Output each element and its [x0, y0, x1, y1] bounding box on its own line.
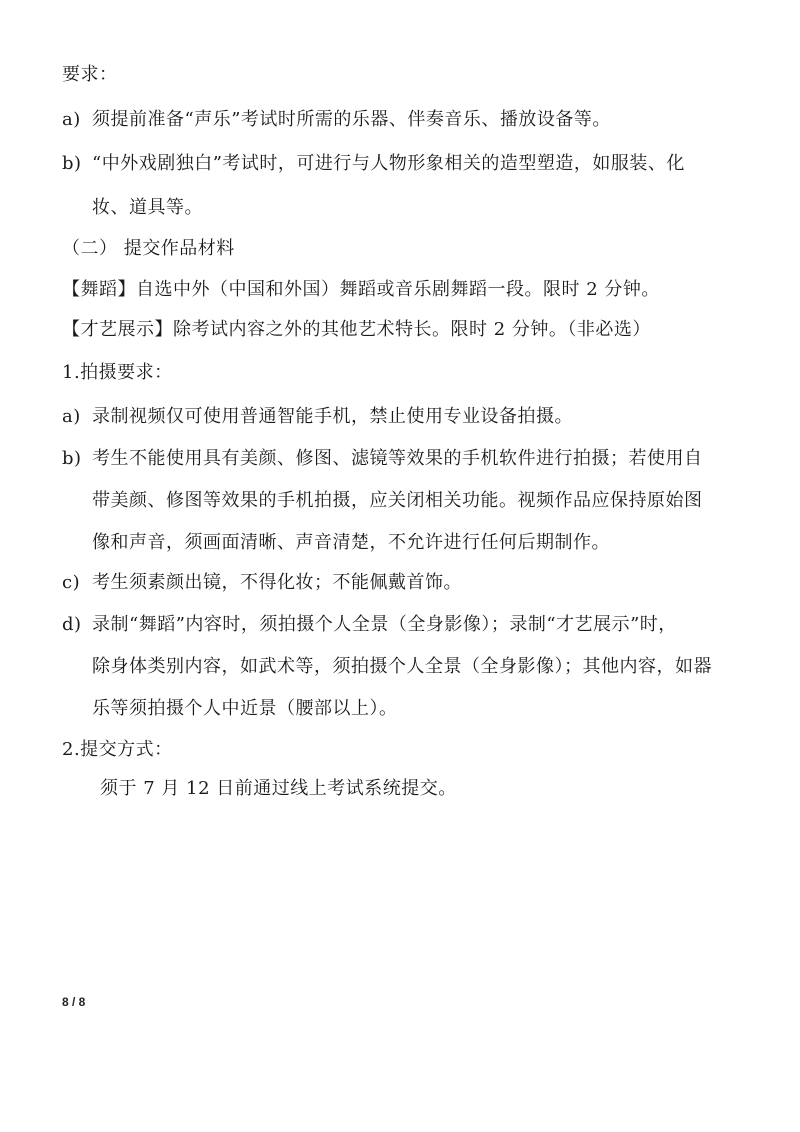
req-item-b-continued: 妆、道具等。 — [92, 197, 203, 218]
list-marker: b) — [62, 448, 82, 469]
talent-requirement: 【才艺展示】除考试内容之外的其他艺术特长。限时 2 分钟。（非必选） — [62, 319, 651, 340]
filming-item-d — [62, 613, 677, 637]
filming-item-d-line3: 乐等须拍摄个人中近景（腰部以上）。 — [92, 698, 398, 719]
requirements-heading: 要求： — [62, 64, 118, 85]
list-item-text: 录制“舞蹈”内容时，须拍摄个人全景（全身影像）；录制“才艺展示”时， — [92, 614, 677, 635]
list-item-text: 录制视频仅可使用普通智能手机，禁止使用专业设备拍摄。 — [92, 406, 573, 427]
list-item-text: 考生不能使用具有美颜、修图、滤镜等效果的手机软件进行拍摄；若使用自 — [92, 448, 703, 469]
filming-item-b-line2: 带美颜、修图等效果的手机拍摄，应关闭相关功能。视频作品应保持原始图 — [92, 490, 703, 511]
list-marker: c) — [62, 572, 81, 593]
req-item-b — [62, 152, 685, 176]
submit-text: 须于 7 月 12 日前通过线上考试系统提交。 — [100, 778, 457, 799]
filming-item-d-line2: 除身体类别内容，如武术等，须拍摄个人全景（全身影像）；其他内容，如器 — [92, 656, 712, 677]
list-item-text: “中外戏剧独白”考试时，可进行与人物形象相关的造型塑造，如服装、化 — [92, 153, 685, 174]
list-marker: b) — [62, 153, 82, 174]
list-item-text: 考生须素颜出镜，不得化妆；不能佩戴首饰。 — [92, 572, 462, 593]
filming-item-a — [62, 405, 573, 429]
filming-item-c — [62, 571, 462, 595]
section-heading: （二） 提交作品材料 — [62, 238, 235, 259]
filming-item-b-line3: 像和声音，须画面清晰、声音清楚，不允许进行任何后期制作。 — [92, 532, 610, 553]
list-marker: a) — [62, 109, 81, 130]
submit-heading: 2.提交方式： — [62, 739, 173, 760]
filming-heading: 1.拍摄要求： — [62, 362, 173, 383]
list-marker: a) — [62, 406, 81, 427]
req-item-a — [62, 108, 611, 132]
list-marker: d) — [62, 614, 82, 635]
filming-item-b — [62, 447, 703, 471]
list-item-text: 须提前准备“声乐”考试时所需的乐器、伴奏音乐、播放设备等。 — [92, 109, 611, 130]
page-number: 8 / 8 — [62, 995, 86, 1009]
dance-requirement: 【舞蹈】自选中外（中国和外国）舞蹈或音乐剧舞蹈一段。限时 2 分钟。 — [62, 279, 660, 300]
